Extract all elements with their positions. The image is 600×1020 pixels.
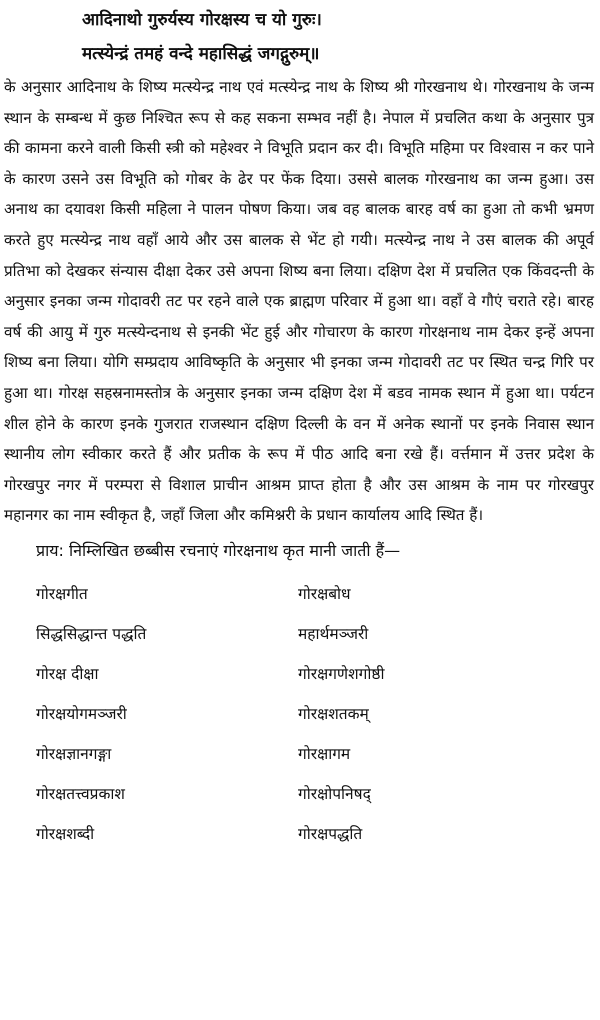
body-paragraph: के अनुसार आदिनाथ के शिष्य मत्स्येन्द्र नाथ एवं मत्स्येन्द्र नाथ के शिष्य श्री गोरखनाथ थे। गोरखनाथ के जन्म स्थान के सम्बन्ध में कुछ निश्चित रूप से कह सकना सम्भव नहीं है। नेपाल में प्रचलित कथा के अनुसार पुत्र की कामना करने वाली किसी स्त्री को महेश्वर ने विभूति प्रदान कर दी। विभूति महिमा पर विश्वास न कर पाने के कारण उसने उस विभूति को गोबर के ढेर पर फेंक दिया। उससे बालक गोरखनाथ का जन्म हुआ। उस अनाथ का दयावश किसी महिला ने पालन पोषण किया। जब वह बालक बारह वर्ष का हुआ तो कभी भ्रमण करते हुए मत्स्येन्द्र नाथ वहाँ आये और उस बालक से भेंट हो गयी। मत्स्येन्द्र नाथ ने उस बालक की अपूर्व प्रतिभा को देखकर संन्यास दीक्षा देकर उसे अपना शिष्य बना लिया। दक्षिण देश में प्रचलित एक किंवदन्ती के अनुसार इनका जन्म गोदावरी तट पर रहने वाले एक ब्राह्मण परिवार में हुआ था। वहाँ वे गौएं चराते रहे। बारह वर्ष की आयु में गुरु मत्स्येन्दनाथ से इनकी भेंट हुई और गोचारण के कारण गोरक्षनाथ नाम देकर इन्हें अपना शिष्य बना लिया। योगि सम्प्रदाय आविष्कृति के अनुसार भी इनका जन्म गोदावरी तट पर स्थित चन्द्र गिरि पर हुआ था। गोरक्ष सहस्रनामस्तोत्र के अनुसार इनका जन्म दक्षिण देश में बडव नामक स्थान में हुआ था। पर्यटन शील होने के कारण इनके गुजरात राजस्थान दक्षिण दिल्ली के वन में अनेक स्थानों पर इनके निवास स्थान स्थानीय लोग स्वीकार करते हैं और प्रतीक के रूप में पीठ आदि बना रखे हैं। वर्त्तमान में उत्तर प्रदेश के गोरखपुर नगर में परम्परा से विशाल प्राचीन आश्रम प्राप्त होता है और उस आश्रम के नाम पर गोरखपुर महानगर का नाम स्वीकृत है, जहाँ जिला और कमिश्नरी के प्रधान कार्यालय आदि स्थित हैं। [4, 78, 594, 525]
work-title: महार्थमञ्जरी [298, 624, 369, 643]
work-title: गोरक्षतत्त्वप्रकाश [36, 784, 125, 803]
work-title: गोरक्षज्ञानगङ्गा [36, 744, 112, 763]
work-title: गोरक्षबोध [298, 584, 351, 603]
works-row [0, 694, 600, 734]
works-row [0, 774, 600, 814]
work-title: गोरक्षगणेशगोष्ठी [298, 664, 385, 683]
work-title: गोरक्षशब्दी [36, 824, 95, 843]
work-title: सिद्धसिद्धान्त पद्धति [36, 624, 147, 643]
works-row [0, 614, 600, 654]
work-title: गोरक्षशतकम् [298, 704, 369, 723]
verse-line-1: आदिनाथो गुरुर्यस्य गोरक्षस्य च यो गुरुः। [82, 10, 322, 30]
works-row [0, 574, 600, 614]
works-row [0, 814, 600, 854]
work-title: गोरक्षोपनिषद् [298, 784, 371, 803]
works-list [0, 574, 600, 854]
work-title: गोरक्षयोगमञ्जरी [36, 704, 127, 723]
work-title: गोरक्षगीत [36, 584, 88, 603]
works-row [0, 734, 600, 774]
verse-line-2: मत्स्येन्द्रं तमहं वन्दे महासिद्धं जगद्गुरुम्॥ [82, 44, 320, 64]
works-intro: प्राय: निम्लिखित छब्बीस रचनाएं गोरक्षनाथ कृत मानी जाती हैं— [36, 540, 401, 560]
work-title: गोरक्षागम [298, 744, 351, 763]
work-title: गोरक्षपद्धति [298, 824, 363, 843]
work-title: गोरक्ष दीक्षा [36, 664, 99, 683]
works-row [0, 654, 600, 694]
